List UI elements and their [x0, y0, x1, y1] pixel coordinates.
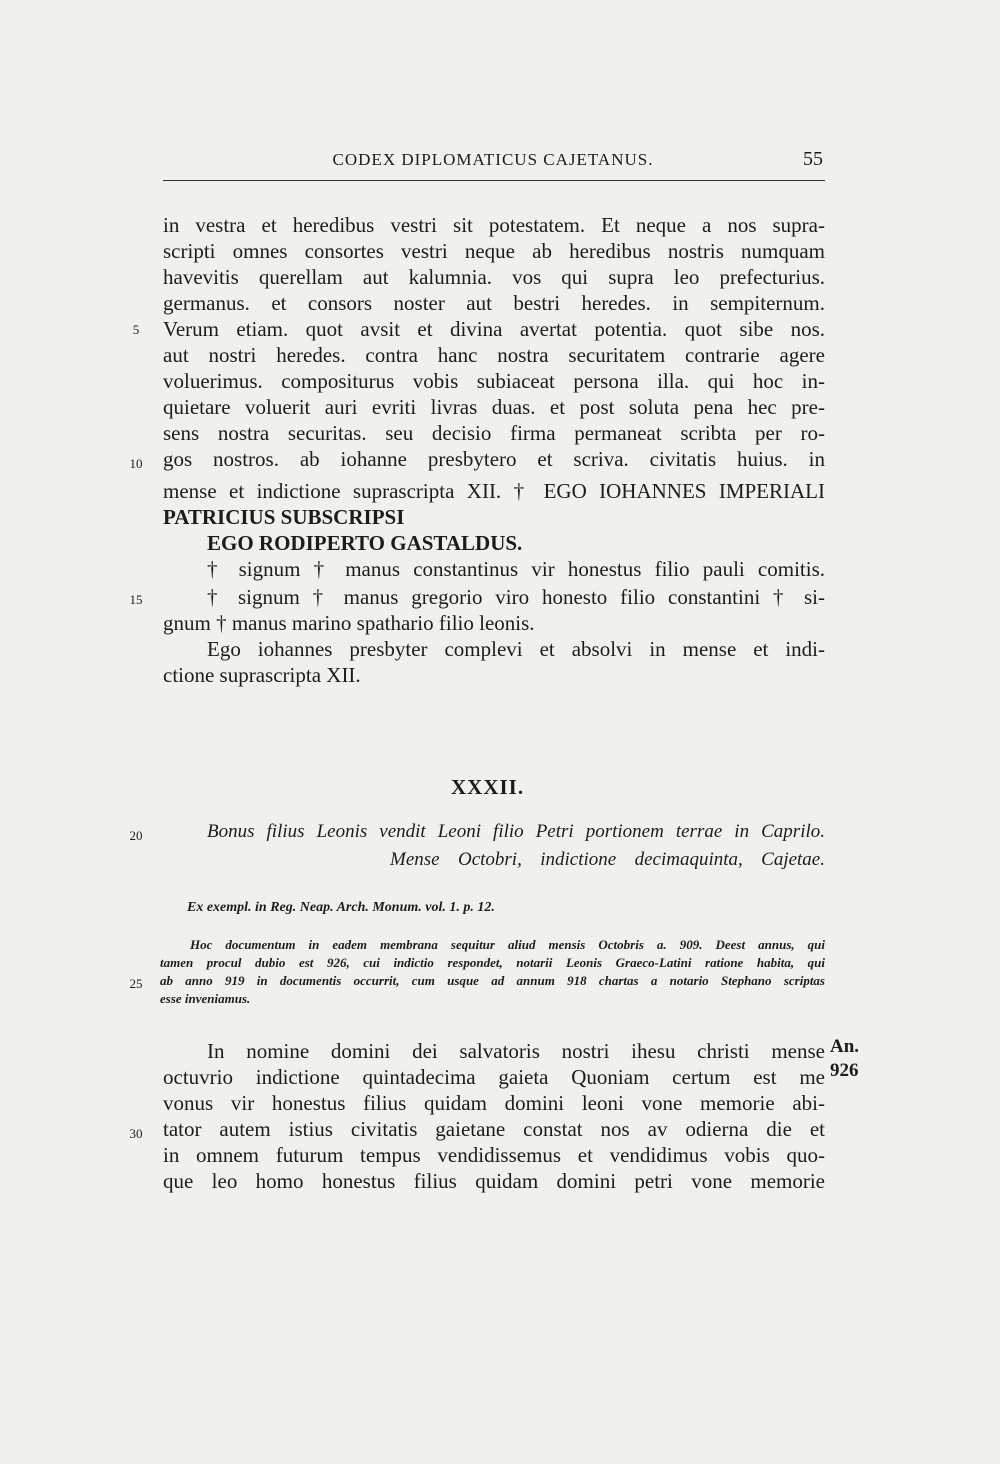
- note-line: esse inveniamus.: [160, 991, 251, 1006]
- note-line: ab anno 919 in documentis occurrit, cum usque ad annum 918 chartas a notario Stephano scriptas: [160, 973, 825, 988]
- text-line: sens nostra securitas. seu decisio firma permaneat scribta per ro-: [163, 421, 825, 445]
- line-number: 5: [132, 322, 140, 337]
- text-line: Ego iohannes presbyter complevi et absolvi in mense et indi-: [207, 637, 825, 661]
- text-line: gnum † manus marino spathario filio leonis.: [163, 611, 535, 635]
- text-line: Verum etiam. quot avsit et divina avertat potentia. quot sibe nos.: [163, 317, 825, 341]
- source-reference: Ex exempl. in Reg. Neap. Arch. Monum. vol. 1. p. 12.: [187, 900, 495, 915]
- document-number: XXXII.: [451, 775, 525, 799]
- text-line: tator autem istius civitatis gaietane constat nos av odierna die et: [163, 1117, 825, 1141]
- text-line: scripti omnes consortes vestri neque ab heredibus nostris numquam: [163, 239, 825, 263]
- text-line: in vestra et heredibus vestri sit potestatem. Et neque a nos supra-: [163, 213, 825, 237]
- margin-year-label: An.: [830, 1036, 860, 1057]
- text-line: quietare voluerit auri evriti livras duas. et post soluta pena hec pre-: [163, 395, 825, 419]
- text-line: germanus. et consors noster aut bestri heredes. in sempiternum.: [163, 291, 825, 315]
- text-line: aut nostri heredes. contra hanc nostra securitatem contrarie agere: [163, 343, 825, 367]
- line-number: 10: [129, 456, 143, 471]
- text-line: vonus vir honestus filius quidam domini leoni vone memorie abi-: [163, 1091, 825, 1115]
- header-rule: [163, 180, 825, 181]
- line-number: 15: [129, 592, 143, 607]
- regest-line: Bonus filius Leonis vendit Leoni filio Petri portionem terrae in Caprilo.: [207, 821, 825, 842]
- text-line: que leo homo honestus filius quidam domini petri vone memorie: [163, 1169, 825, 1193]
- margin-year-value: 926: [830, 1060, 859, 1081]
- text-line: ctione suprascripta XII.: [163, 663, 361, 687]
- text-line: havevitis querellam aut kalumnia. vos qui supra leo prefecturius.: [163, 265, 825, 289]
- text-line: EGO RODIPERTO GASTALDUS.: [207, 531, 523, 555]
- note-line: tamen procul dubio est 926, cui indictio respondet, notarii Leonis Graeco-Latini ratione habita, qui: [160, 955, 825, 970]
- text-line: PATRICIUS SUBSCRIPSI: [163, 505, 405, 529]
- text-line: octuvrio indictione quintadecima gaieta Quoniam certum est me: [163, 1065, 825, 1089]
- text-line: In nomine domini dei salvatoris nostri ihesu christi mense: [207, 1039, 825, 1063]
- note-line: Hoc documentum in eadem membrana sequitur aliud mensis Octobris a. 909. Deest annus, qui: [190, 937, 825, 952]
- line-number: 20: [129, 828, 143, 843]
- text-line: gos nostros. ab iohanne presbytero et scriva. civitatis huius. in: [163, 447, 825, 471]
- page-number: 55: [803, 148, 823, 170]
- line-number: 30: [129, 1126, 143, 1141]
- running-title: CODEX DIPLOMATICUS CAJETANUS.: [332, 150, 654, 169]
- running-header: [163, 146, 823, 182]
- text-line: † signum † manus gregorio viro honesto filio constantini † si-: [207, 585, 825, 609]
- text-line: † signum † manus constantinus vir honestus filio pauli comitis.: [207, 557, 825, 581]
- line-number: 25: [129, 976, 143, 991]
- text-line: in omnem futurum tempus vendidissemus et vendidimus vobis quo-: [163, 1143, 825, 1167]
- regest-line: Mense Octobri, indictione decimaquinta, Cajetae.: [390, 849, 825, 870]
- text-line: mense et indictione suprascripta XII. † EGO IOHANNES IMPERIALI: [163, 479, 825, 503]
- text-line: voluerimus. compositurus vobis subiaceat persona illa. qui hoc in-: [163, 369, 825, 393]
